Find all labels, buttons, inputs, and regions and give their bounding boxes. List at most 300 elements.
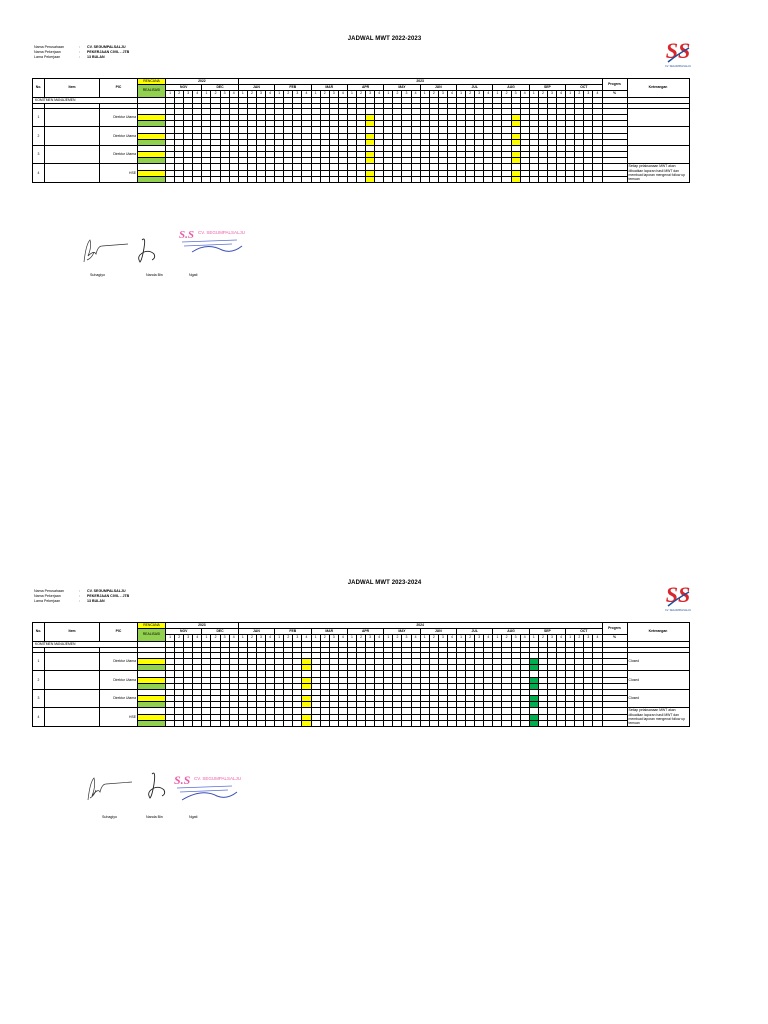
keterangan-cell: Closed	[627, 652, 689, 671]
col-keterangan: Keterangan	[627, 623, 689, 642]
week-header: 4	[338, 91, 347, 97]
week-header: 1	[420, 91, 429, 97]
signatures-graphic	[32, 758, 737, 818]
week-header: 3	[584, 91, 593, 97]
week-cell	[593, 176, 602, 182]
col-progress: Progres	[602, 623, 627, 635]
schedule-table	[32, 622, 690, 727]
keterangan-cell: Setiap pelaksanaan MWT akan dibuatkan laporan hasil MWT dan membuat laporan mengenai follow up temuan	[627, 164, 689, 183]
week-cell	[384, 176, 393, 182]
row-item	[45, 164, 100, 183]
info-label: Nama Pekerjaan	[34, 594, 61, 598]
week-header: 2	[502, 635, 511, 641]
week-header: 2	[356, 91, 365, 97]
realisasi-label: REALISASI	[138, 629, 166, 641]
week-cell	[538, 176, 547, 182]
month-header: DEC	[202, 629, 238, 635]
week-cell	[266, 720, 275, 726]
col-progress: Progres	[602, 79, 627, 91]
month-header: OCT	[566, 85, 602, 91]
signatures-graphic	[32, 216, 737, 276]
week-header: 4	[229, 91, 238, 97]
week-header: 3	[511, 635, 520, 641]
month-header: AUG	[493, 85, 529, 91]
week-cell	[411, 176, 420, 182]
week-header: 4	[447, 635, 456, 641]
company-info	[34, 589, 129, 604]
info-label: Lama Pekerjaan	[34, 599, 61, 603]
week-cell	[193, 720, 202, 726]
row-no: 4	[33, 164, 45, 183]
week-cell	[529, 720, 538, 726]
signature-2-icon	[149, 773, 165, 798]
week-header: 1	[202, 91, 211, 97]
company-stamp-icon	[179, 229, 245, 252]
keterangan-cell: Closed	[627, 689, 689, 708]
info-sep: :	[79, 50, 80, 54]
week-cell	[293, 176, 302, 182]
week-header: 3	[293, 635, 302, 641]
week-cell	[211, 720, 220, 726]
week-header: 3	[220, 635, 229, 641]
week-header: 1	[457, 91, 466, 97]
company-info	[34, 45, 129, 60]
row-no: 2	[33, 127, 45, 146]
month-header: NOV	[166, 85, 202, 91]
week-cell	[366, 720, 375, 726]
week-header: 4	[266, 91, 275, 97]
week-header: 3	[329, 91, 338, 97]
week-cell	[329, 176, 338, 182]
week-cell	[447, 720, 456, 726]
month-header: JAN	[238, 85, 274, 91]
week-cell	[366, 176, 375, 182]
week-cell	[293, 720, 302, 726]
week-cell	[547, 176, 556, 182]
signature-1-icon	[88, 778, 132, 800]
week-cell	[520, 176, 529, 182]
info-value: CV. SEGUMPALSALJU	[87, 589, 126, 593]
week-header: 2	[356, 635, 365, 641]
row-item	[45, 108, 100, 127]
logo-text: SS	[665, 38, 691, 63]
week-header: 2	[247, 91, 256, 97]
row-item	[45, 652, 100, 671]
row-pic: Direktur Utama	[100, 652, 138, 671]
week-header: 3	[256, 635, 265, 641]
year-left: 2023	[166, 623, 239, 629]
week-header: 4	[484, 635, 493, 641]
week-header: 3	[293, 91, 302, 97]
week-cell	[438, 176, 447, 182]
info-sep: :	[79, 599, 80, 603]
week-header: 3	[438, 91, 447, 97]
year-right: 2024	[238, 623, 602, 629]
week-header: 4	[484, 91, 493, 97]
week-cell	[202, 720, 211, 726]
week-header: 3	[475, 635, 484, 641]
week-header: 1	[275, 635, 284, 641]
week-cell	[356, 720, 365, 726]
week-header: 3	[256, 91, 265, 97]
week-header: 3	[547, 91, 556, 97]
week-header: 2	[211, 635, 220, 641]
row-pic: Direktur Utama	[100, 671, 138, 690]
keterangan-cell	[627, 127, 689, 146]
week-cell	[356, 176, 365, 182]
week-header: 3	[184, 635, 193, 641]
week-cell	[593, 720, 602, 726]
month-header: FEB	[275, 85, 311, 91]
week-header: 4	[520, 635, 529, 641]
week-cell	[484, 720, 493, 726]
week-cell	[256, 176, 265, 182]
week-cell	[375, 720, 384, 726]
week-cell	[466, 720, 475, 726]
row-no: 1	[33, 108, 45, 127]
signature-2-icon	[139, 239, 155, 262]
week-header: 2	[320, 91, 329, 97]
row-pic: HSE	[100, 164, 138, 183]
week-header: 2	[502, 91, 511, 97]
company-stamp-icon	[174, 773, 241, 800]
week-header: 3	[329, 635, 338, 641]
week-header: 1	[493, 91, 502, 97]
info-value: PEKERJAAN CIVIL - JTB	[87, 594, 130, 598]
signature-area	[32, 216, 737, 306]
week-header: 4	[557, 635, 566, 641]
week-cell	[247, 176, 256, 182]
week-cell	[302, 720, 311, 726]
month-header: JUL	[457, 629, 493, 635]
col-pic: PIC	[100, 79, 138, 98]
week-cell	[584, 720, 593, 726]
row-item	[45, 671, 100, 690]
week-header: 1	[166, 635, 175, 641]
week-cell	[184, 720, 193, 726]
schedule-table	[32, 78, 690, 183]
row-item	[45, 145, 100, 164]
week-cell	[429, 720, 438, 726]
info-value: 13 BULAN	[87, 55, 105, 59]
week-cell	[402, 176, 411, 182]
keterangan-cell: Closed	[627, 671, 689, 690]
week-header: 4	[557, 91, 566, 97]
info-sep: :	[79, 55, 80, 59]
week-header: 2	[575, 91, 584, 97]
week-header: 2	[320, 635, 329, 641]
week-cell	[220, 176, 229, 182]
row-item	[45, 689, 100, 708]
week-header: 4	[593, 91, 602, 97]
col-item: Item	[45, 79, 100, 98]
row-item	[45, 708, 100, 727]
week-header: 1	[566, 635, 575, 641]
week-cell	[175, 176, 184, 182]
signatory-name: Suhagiyo	[102, 815, 117, 819]
week-header: 1	[202, 635, 211, 641]
col-item: Item	[45, 623, 100, 642]
week-cell	[529, 176, 538, 182]
progress-cell	[602, 176, 627, 182]
week-cell	[575, 176, 584, 182]
week-header: 2	[538, 635, 547, 641]
week-cell	[393, 720, 402, 726]
row-no: 3	[33, 145, 45, 164]
week-cell	[457, 720, 466, 726]
week-cell	[229, 176, 238, 182]
month-header: JAN	[238, 629, 274, 635]
week-cell	[538, 720, 547, 726]
col-keterangan: Keterangan	[627, 79, 689, 98]
keterangan-cell: Setiap pelaksanaan MWT akan dibuatkan laporan hasil MWT dan membuat laporan mengenai follow up temuan	[627, 708, 689, 727]
week-header: 2	[284, 635, 293, 641]
week-header: 2	[466, 91, 475, 97]
signatory-name: Nanda Bin	[146, 273, 163, 277]
col-no: No.	[33, 623, 45, 642]
signatory-name: Nanda Bin	[146, 815, 163, 819]
month-header: AUG	[493, 629, 529, 635]
week-header: 2	[538, 91, 547, 97]
month-header: MAY	[384, 85, 420, 91]
rencana-label: RENCANA	[138, 79, 166, 85]
week-header: 1	[457, 635, 466, 641]
week-header: 4	[411, 91, 420, 97]
row-no: 2	[33, 671, 45, 690]
week-cell	[247, 720, 256, 726]
month-header: MAR	[311, 629, 347, 635]
logo-text: SS	[665, 582, 691, 607]
week-header: 4	[520, 91, 529, 97]
week-cell	[320, 720, 329, 726]
week-cell	[475, 176, 484, 182]
week-header: 1	[566, 91, 575, 97]
info-value: PEKERJAAN CIVIL - JTB	[87, 50, 130, 54]
info-sep: :	[79, 594, 80, 598]
week-cell	[420, 176, 429, 182]
week-cell	[393, 176, 402, 182]
week-header: 2	[466, 635, 475, 641]
week-cell	[311, 176, 320, 182]
week-cell	[329, 720, 338, 726]
info-label: Lama Pekerjaan	[34, 55, 61, 59]
row-pic: Direktur Utama	[100, 127, 138, 146]
week-cell	[457, 176, 466, 182]
week-cell	[511, 720, 520, 726]
week-cell	[438, 720, 447, 726]
week-cell	[557, 720, 566, 726]
month-header: MAY	[384, 629, 420, 635]
week-cell	[566, 176, 575, 182]
svg-text:S.S: S.S	[174, 773, 191, 787]
month-header: SEP	[529, 85, 565, 91]
week-header: 1	[166, 91, 175, 97]
week-cell	[466, 176, 475, 182]
week-cell	[584, 176, 593, 182]
week-header: 2	[393, 91, 402, 97]
row-pic: HSE	[100, 708, 138, 727]
week-header: 3	[438, 635, 447, 641]
week-header: 3	[511, 91, 520, 97]
realisasi-label: REALISASI	[138, 85, 166, 97]
signatory-name: Ngati	[189, 815, 198, 819]
week-header: 3	[184, 91, 193, 97]
week-cell	[338, 176, 347, 182]
week-header: 4	[411, 635, 420, 641]
week-header: 2	[175, 91, 184, 97]
week-cell	[502, 720, 511, 726]
week-cell	[566, 720, 575, 726]
week-cell	[402, 720, 411, 726]
col-no: No.	[33, 79, 45, 98]
info-label: Nama Pekerjaan	[34, 50, 61, 54]
week-cell	[520, 720, 529, 726]
week-header: 1	[529, 91, 538, 97]
rencana-label: RENCANA	[138, 623, 166, 629]
week-header: 4	[447, 91, 456, 97]
month-header: JUN	[420, 629, 456, 635]
col-progress-unit: %	[602, 635, 627, 641]
week-cell	[275, 176, 284, 182]
week-header: 3	[366, 91, 375, 97]
week-header: 2	[393, 635, 402, 641]
info-label: Nama Perusahaan	[34, 589, 64, 593]
week-header: 3	[475, 91, 484, 97]
logo-caption: CV. SEGUMPALSALJU	[664, 65, 692, 68]
week-cell	[347, 720, 356, 726]
week-header: 1	[493, 635, 502, 641]
week-header: 4	[266, 635, 275, 641]
week-cell	[493, 720, 502, 726]
week-header: 1	[347, 635, 356, 641]
month-header: APR	[347, 85, 383, 91]
signatory-name: Ngati	[189, 273, 198, 277]
week-cell	[547, 720, 556, 726]
week-cell	[202, 176, 211, 182]
row-pic: Direktur Utama	[100, 689, 138, 708]
week-cell	[338, 720, 347, 726]
week-header: 2	[175, 635, 184, 641]
week-cell	[193, 176, 202, 182]
col-progress-unit: %	[602, 91, 627, 97]
week-header: 1	[311, 635, 320, 641]
week-cell	[211, 176, 220, 182]
week-cell	[484, 176, 493, 182]
week-header: 4	[375, 635, 384, 641]
week-header: 3	[366, 635, 375, 641]
keterangan-cell	[627, 145, 689, 164]
month-header: MAR	[311, 85, 347, 91]
week-cell	[229, 720, 238, 726]
week-header: 2	[284, 91, 293, 97]
week-cell	[238, 720, 247, 726]
svg-text:S.S: S.S	[179, 229, 194, 241]
sheet-title: JADWAL MWT 2022-2023	[347, 36, 422, 42]
week-header: 2	[429, 635, 438, 641]
week-cell	[420, 720, 429, 726]
week-cell	[266, 176, 275, 182]
week-header: 1	[238, 635, 247, 641]
year-right: 2023	[238, 79, 602, 85]
week-cell	[511, 176, 520, 182]
week-cell	[447, 176, 456, 182]
row-pic: Direktur Utama	[100, 145, 138, 164]
week-header: 1	[529, 635, 538, 641]
svg-text:CV. SEGUMPALSALJU: CV. SEGUMPALSALJU	[194, 776, 242, 781]
week-header: 4	[593, 635, 602, 641]
week-cell	[166, 720, 175, 726]
info-value: 13 BULAN	[87, 599, 105, 603]
week-header: 2	[211, 91, 220, 97]
row-pic: Direktur Utama	[100, 108, 138, 127]
week-cell	[411, 720, 420, 726]
week-header: 1	[347, 91, 356, 97]
week-cell	[238, 176, 247, 182]
row-no: 1	[33, 652, 45, 671]
week-cell	[493, 176, 502, 182]
svg-text:CV. SEGUMPALSALJU: CV. SEGUMPALSALJU	[198, 230, 246, 235]
week-cell	[575, 720, 584, 726]
progress-cell	[602, 720, 627, 726]
week-header: 4	[229, 635, 238, 641]
month-header: FEB	[275, 629, 311, 635]
keterangan-cell	[627, 108, 689, 127]
week-header: 1	[311, 91, 320, 97]
week-cell	[284, 720, 293, 726]
info-sep: :	[79, 589, 80, 593]
week-header: 2	[247, 635, 256, 641]
week-header: 4	[338, 635, 347, 641]
row-no: 3	[33, 689, 45, 708]
section-title: KOMITMEN MANAJEMEN	[33, 97, 138, 103]
week-cell	[220, 720, 229, 726]
logo-caption: CV. SEGUMPALSALJU	[664, 609, 692, 612]
company-logo-icon	[662, 36, 694, 70]
month-header: OCT	[566, 629, 602, 635]
info-label: Nama Perusahaan	[34, 45, 64, 49]
month-header: SEP	[529, 629, 565, 635]
month-header: APR	[347, 629, 383, 635]
week-header: 3	[584, 635, 593, 641]
week-header: 1	[384, 91, 393, 97]
year-left: 2022	[166, 79, 239, 85]
week-header: 3	[402, 91, 411, 97]
month-header: JUL	[457, 85, 493, 91]
week-header: 4	[302, 91, 311, 97]
week-cell	[166, 176, 175, 182]
week-header: 2	[575, 635, 584, 641]
week-cell	[557, 176, 566, 182]
info-sep: :	[79, 45, 80, 49]
week-cell	[375, 176, 384, 182]
week-header: 3	[547, 635, 556, 641]
week-cell	[320, 176, 329, 182]
week-header: 1	[275, 91, 284, 97]
week-header: 4	[302, 635, 311, 641]
info-value: CV. SEGUMPALSALJU	[87, 45, 126, 49]
week-cell	[284, 176, 293, 182]
week-header: 4	[193, 91, 202, 97]
week-cell	[275, 720, 284, 726]
col-pic: PIC	[100, 623, 138, 642]
week-header: 1	[384, 635, 393, 641]
week-cell	[384, 720, 393, 726]
week-cell	[475, 720, 484, 726]
row-no: 4	[33, 708, 45, 727]
week-header: 1	[420, 635, 429, 641]
company-logo-icon	[662, 580, 694, 614]
week-cell	[502, 176, 511, 182]
